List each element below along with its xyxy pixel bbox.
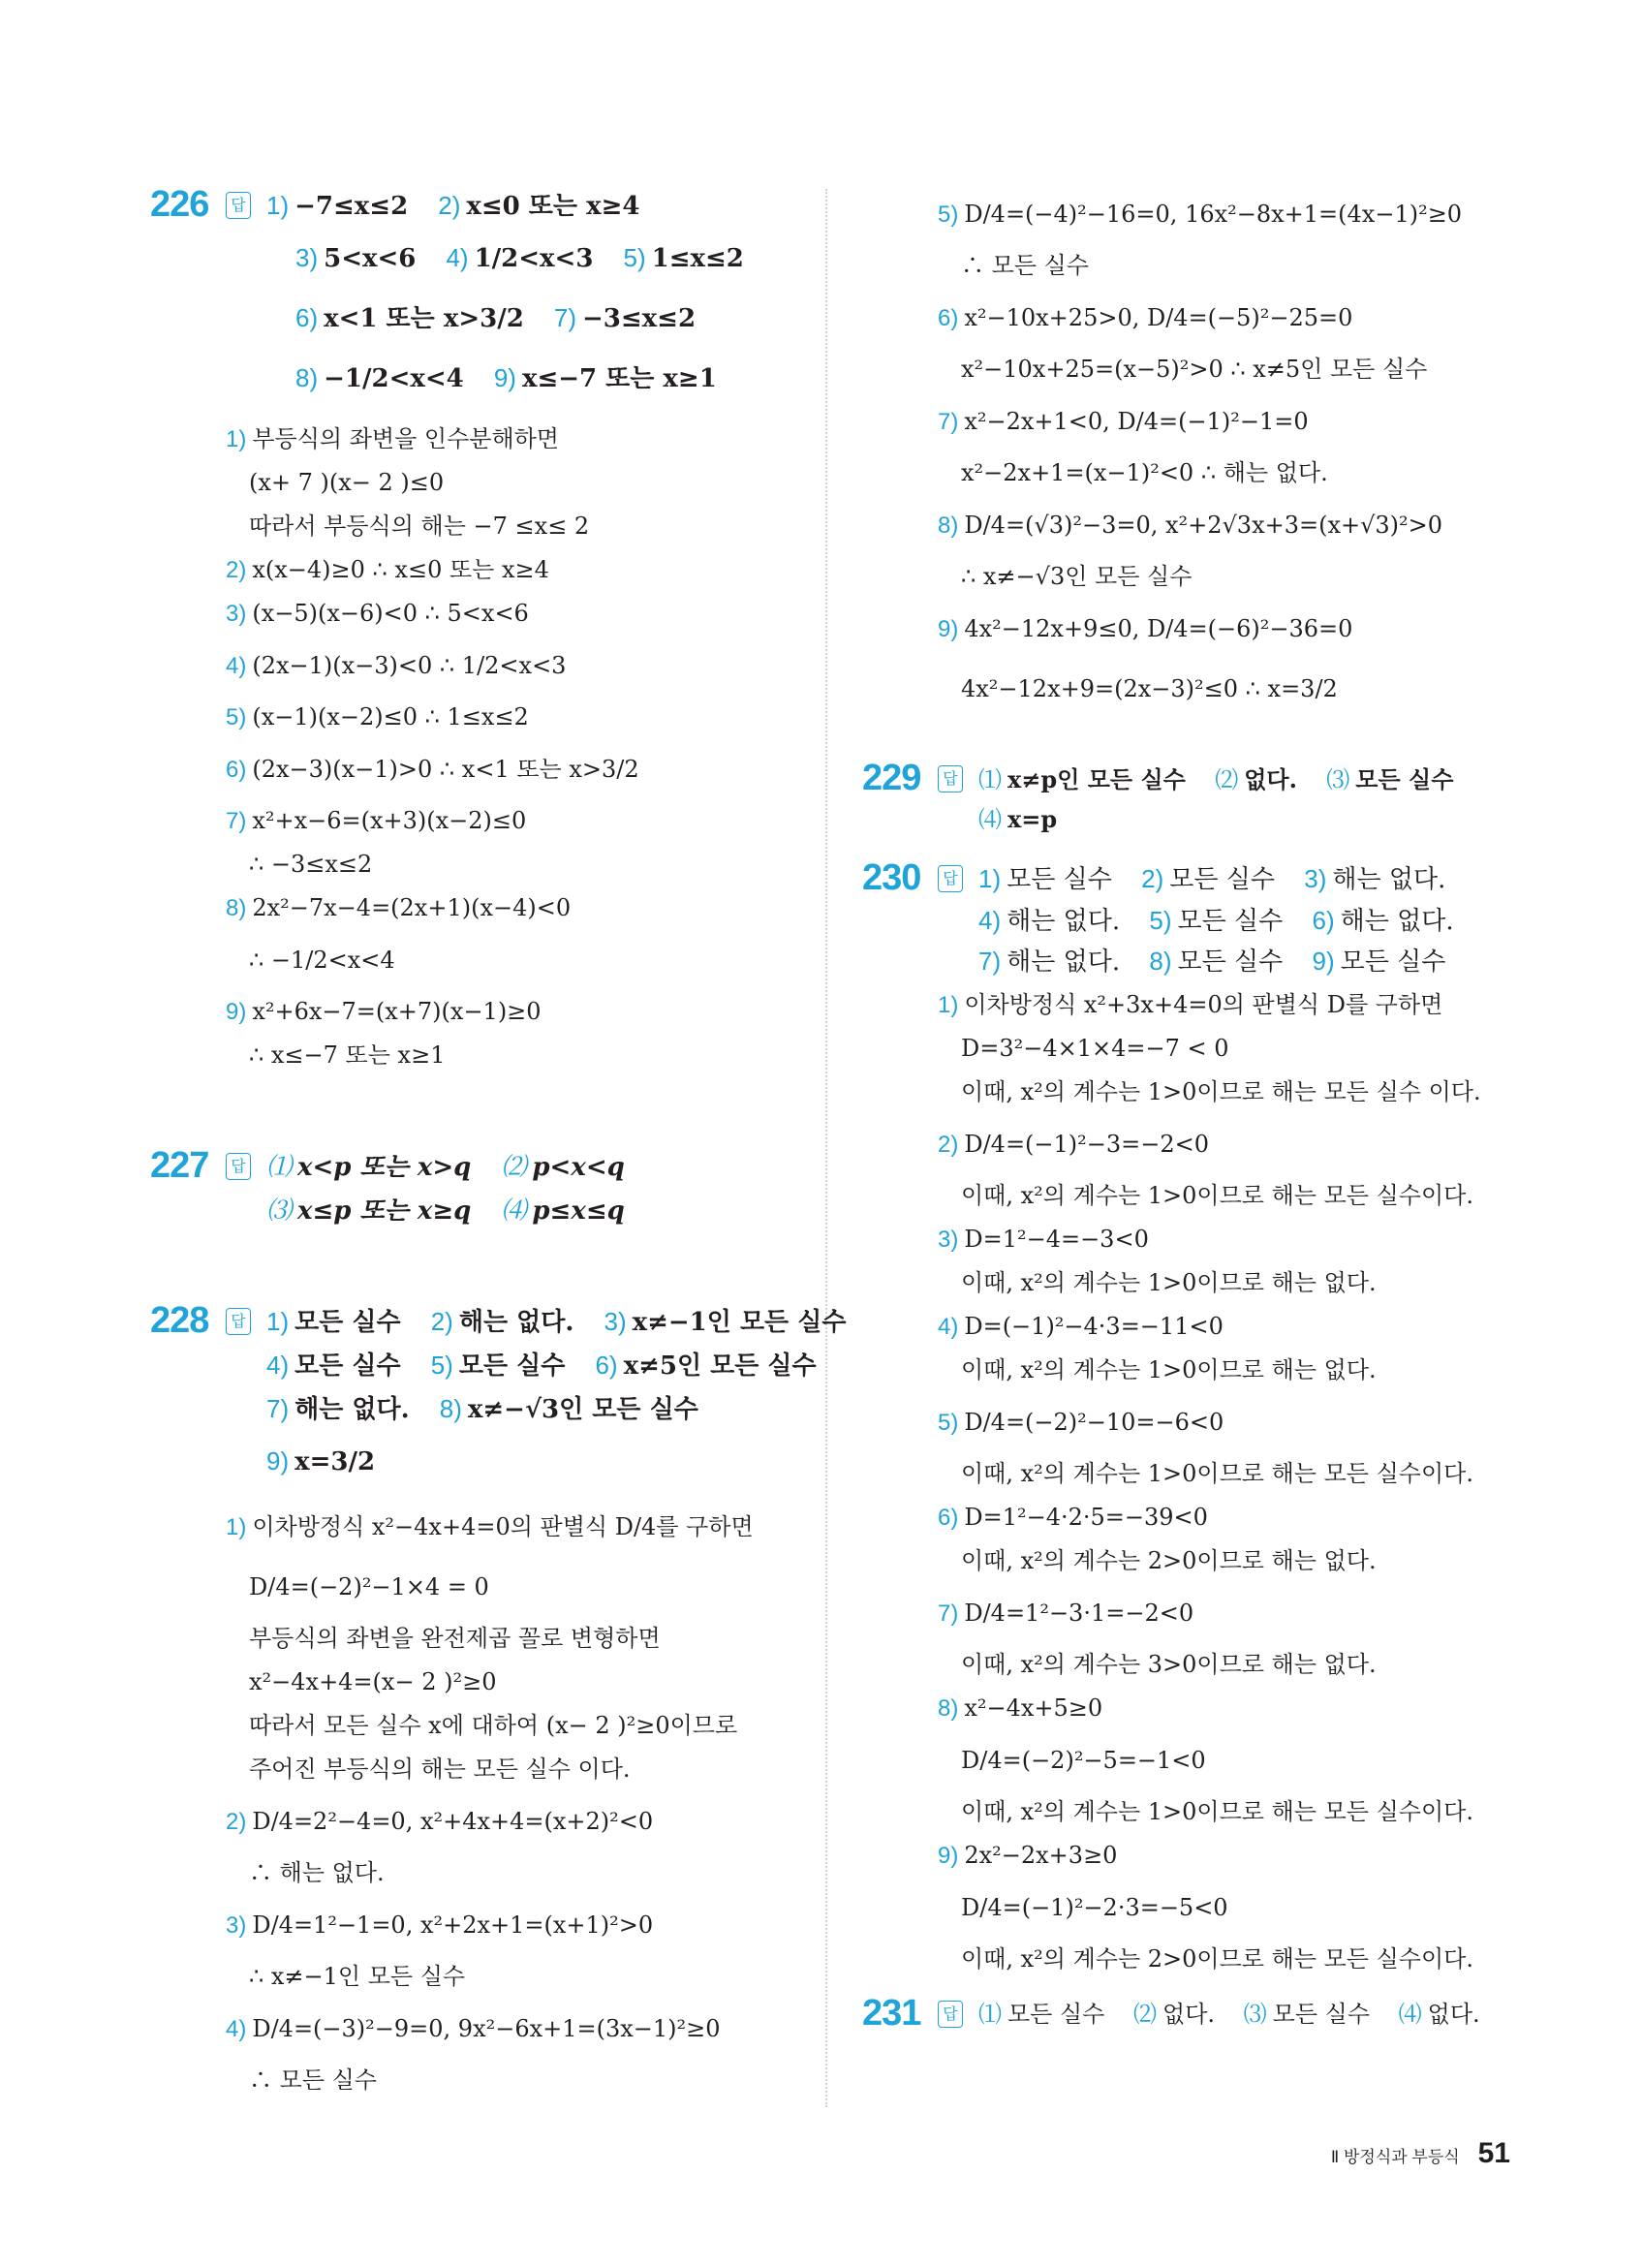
answer-item: 6) x≠5인 모든 실수	[595, 1351, 817, 1381]
answer-item: 7) 해는 없다.	[266, 1394, 410, 1424]
item-label: 3)	[226, 601, 247, 627]
answer-row	[266, 288, 925, 348]
solution-line: 3) D=1²−4=−3<0	[938, 1226, 1149, 1253]
item-label: 1)	[266, 1307, 290, 1336]
answer-item: 5) 1≤x≤2	[623, 243, 744, 273]
solution-line: 8) D/4=(√3)²−3=0, x²+2√3x+3=(x+√3)²>0	[938, 512, 1443, 539]
answer-item: 3) x≠−1인 모든 실수	[604, 1307, 847, 1337]
answer-item: ⑵ 없다.	[1215, 765, 1297, 793]
item-label: 6)	[1312, 906, 1335, 935]
answer-row	[978, 1993, 1637, 2036]
item-label: 5)	[938, 1410, 959, 1436]
answer-item: 1) 모든 실수	[266, 1307, 401, 1337]
solution-line: ∴ 모든 실수	[961, 252, 1089, 279]
solution-line: 6) x²−10x+25>0, D/4=(−5)²−25=0	[938, 304, 1353, 331]
item-label: 9)	[1312, 947, 1335, 976]
solution-line: 8) 2x²−7x−4=(2x+1)(x−4)<0	[226, 894, 572, 921]
solution-line: 주어진 부등식의 해는 모든 실수 이다.	[249, 1755, 631, 1783]
answer-row	[266, 228, 925, 288]
problem-228	[150, 1300, 847, 2102]
solution-block	[938, 983, 1596, 1981]
item-label: 4)	[938, 1314, 959, 1340]
answer-badge: 답	[226, 192, 251, 219]
solution-line: 2) x(x−4)≥0 ∴ x≤0 또는 x≥4	[226, 556, 549, 583]
item-label: ⑶	[266, 1196, 293, 1225]
solution-line: ∴ −3≤x≤2	[249, 851, 373, 878]
item-label: 3)	[295, 243, 319, 272]
item-label: 5)	[430, 1351, 453, 1380]
answer-item: 5) 모든 실수	[1149, 906, 1284, 936]
solution-line: x²−4x+4=(x− 2 )²≥0	[249, 1668, 497, 1695]
problem-231	[862, 1993, 1521, 2036]
problem-229	[862, 758, 1521, 838]
item-label: 1)	[978, 864, 1002, 893]
answer-row	[978, 901, 1637, 940]
answer-item: 8) 모든 실수	[1149, 947, 1284, 977]
answer-row	[266, 1300, 925, 1344]
item-label: 5)	[623, 243, 646, 272]
answer-row	[266, 1387, 925, 1431]
solution-line: 5) D/4=(−4)²−16=0, 16x²−8x+1=(4x−1)²≥0	[938, 201, 1463, 228]
item-label: 9)	[266, 1446, 290, 1476]
item-label: 7)	[553, 303, 576, 332]
page-number: 51	[1477, 2137, 1510, 2169]
item-label: 8)	[439, 1394, 462, 1423]
item-label: ⑷	[1398, 2002, 1422, 2028]
answer-item: ⑷ 없다.	[1398, 2001, 1480, 2028]
solution-block	[226, 418, 884, 1077]
answer-item: ⑶ 모든 실수	[1326, 765, 1454, 793]
item-label: 4)	[226, 2016, 247, 2042]
answer-item: 6) 해는 없다.	[1312, 906, 1454, 936]
item-label: ⑵	[1215, 767, 1239, 793]
answer-item: ⑵ p<x<q	[501, 1152, 625, 1182]
problem-number: 226	[150, 184, 209, 225]
right-column	[862, 184, 1521, 2036]
answer-badge: 답	[938, 865, 963, 892]
answer-item: ⑴ x≠p인 모든 실수	[978, 765, 1186, 793]
item-label: 6)	[938, 1505, 959, 1531]
solution-line: 4) D=(−1)²−4·3=−11<0	[938, 1313, 1224, 1340]
item-label: ⑷	[501, 1196, 527, 1225]
answer-row	[978, 801, 1637, 838]
item-label: 3)	[604, 1307, 627, 1336]
problem-number: 229	[862, 758, 921, 798]
item-label: 3)	[938, 1227, 959, 1253]
solution-line: 이때, x²의 계수는 2>0이므로 해는 없다.	[961, 1547, 1377, 1574]
solution-line: 7) x²−2x+1<0, D/4=(−1)²−1=0	[938, 408, 1309, 435]
item-label: ⑴	[978, 2002, 1002, 2028]
solution-line: 9) 2x²−2x+3≥0	[938, 1842, 1118, 1869]
answer-row	[266, 348, 925, 408]
solution-block	[226, 1497, 884, 2102]
answer-item: 3) 해는 없다.	[1304, 864, 1446, 894]
chapter-title: Ⅱ 방정식과 부등식	[1330, 2148, 1460, 2166]
problem-number: 228	[150, 1300, 209, 1341]
answer-badge: 답	[938, 765, 963, 792]
solution-line: 따라서 모든 실수 x에 대하여 (x− 2 )²≥0이므로	[249, 1712, 738, 1739]
solution-line: ∴ 모든 실수	[249, 2066, 377, 2094]
solution-line: 7) x²+x−6=(x+3)(x−2)≤0	[226, 807, 527, 834]
answer-row	[266, 1431, 925, 1491]
item-label: 6)	[938, 305, 959, 331]
item-label: ⑴	[266, 1152, 293, 1181]
answer-row	[266, 184, 925, 228]
item-label: 3)	[1304, 864, 1327, 893]
solution-line: 이때, x²의 계수는 1>0이므로 해는 모든 실수이다.	[961, 1460, 1473, 1487]
item-label: 2)	[226, 1809, 247, 1835]
answer-item: ⑶ x≤p 또는 x≥q	[266, 1196, 472, 1226]
solution-line: 1) 이차방정식 x²−4x+4=0의 판별식 D/4를 구하면	[226, 1513, 754, 1540]
item-label: ⑷	[978, 807, 1002, 833]
solution-line: 5) D/4=(−2)²−10=−6<0	[938, 1409, 1224, 1436]
answer-row	[266, 1189, 925, 1232]
item-label: ⑶	[1243, 2002, 1267, 2028]
problem-number: 230	[862, 857, 921, 898]
answer-item: ⑴ 모든 실수	[978, 2001, 1105, 2028]
solution-line: 9) 4x²−12x+9≤0, D/4=(−6)²−36=0	[938, 615, 1353, 642]
item-label: 8)	[938, 1695, 959, 1722]
solution-line: ∴ −1/2<x<4	[249, 947, 395, 974]
answer-row	[978, 857, 1637, 901]
answer-item: 8) −1/2<x<4	[295, 363, 464, 393]
solution-line: 4x²−12x+9=(2x−3)²≤0 ∴ x=3/2	[961, 675, 1338, 702]
solution-line: 3) D/4=1²−1=0, x²+2x+1=(x+1)²>0	[226, 1911, 654, 1939]
solution-line: ∴ x≠−√3인 모든 실수	[961, 563, 1193, 590]
item-label: 6)	[595, 1351, 618, 1380]
solution-line: 6) (2x−3)(x−1)>0 ∴ x<1 또는 x>3/2	[226, 756, 639, 783]
answer-item: ⑷ p≤x≤q	[501, 1196, 625, 1226]
item-label: 7)	[226, 808, 247, 834]
item-label: 8)	[226, 895, 247, 921]
item-label: 2)	[1141, 864, 1164, 893]
answer-item: 8) x≠−√3인 모든 실수	[439, 1394, 698, 1424]
item-label: 9)	[493, 363, 516, 392]
problem-230	[862, 857, 1521, 1981]
solution-line: 5) (x−1)(x−2)≤0 ∴ 1≤x≤2	[226, 703, 529, 730]
problem-number: 231	[862, 1993, 921, 2034]
solution-line: 이때, x²의 계수는 1>0이므로 해는 없다.	[961, 1269, 1377, 1296]
solution-line: D/4=(−2)²−1×4 = 0	[249, 1573, 489, 1600]
answer-badge: 답	[938, 2001, 963, 2028]
problem-226	[150, 184, 809, 1077]
item-label: ⑵	[1133, 2002, 1158, 2028]
solution-line: (x+ 7 )(x− 2 )≤0	[249, 469, 445, 496]
solution-line: 이때, x²의 계수는 1>0이므로 해는 없다.	[961, 1356, 1377, 1383]
solution-line: 7) D/4=1²−3·1=−2<0	[938, 1600, 1194, 1627]
answer-row	[266, 1145, 925, 1189]
item-label: 6)	[226, 757, 247, 783]
answer-badge: 답	[226, 1308, 251, 1335]
item-label: 4)	[266, 1351, 290, 1380]
solution-line: 1) 부등식의 좌변을 인수분해하면	[226, 425, 559, 452]
item-label: 9)	[938, 1843, 959, 1869]
item-label: 5)	[226, 704, 247, 730]
item-label: 7)	[938, 1600, 959, 1627]
answer-item: ⑵ 없다.	[1133, 2001, 1216, 2028]
solution-line: 따라서 부등식의 해는 −7 ≤x≤ 2	[249, 513, 590, 540]
item-label: 9)	[226, 999, 247, 1025]
solution-line: 3) (x−5)(x−6)<0 ∴ 5<x<6	[226, 600, 529, 627]
answer-item: 4) 모든 실수	[266, 1351, 401, 1381]
item-label: 4)	[446, 243, 469, 272]
answer-item: 1) −7≤x≤2	[266, 191, 409, 221]
item-label: 3)	[226, 1912, 247, 1939]
item-label: 1)	[226, 1514, 247, 1540]
left-column	[150, 184, 847, 2102]
answer-item: 2) 모든 실수	[1141, 864, 1275, 894]
answer-row	[266, 1344, 925, 1387]
problem-227	[150, 1145, 809, 1232]
item-label: 2)	[938, 1132, 959, 1158]
solution-line: D/4=(−2)²−5=−1<0	[961, 1747, 1206, 1774]
solution-line: 1) 이차방정식 x²+3x+4=0의 판별식 D를 구하면	[938, 991, 1443, 1018]
item-label: ⑴	[978, 767, 1002, 793]
page-footer	[1331, 2137, 1510, 2170]
answer-item: ⑴ x<p 또는 x>q	[266, 1152, 472, 1182]
answer-item: ⑷ x=p	[978, 805, 1058, 833]
answer-item: 7) 해는 없다.	[978, 947, 1121, 977]
answer-row	[978, 758, 1637, 801]
answer-item: 5) 모든 실수	[430, 1351, 566, 1381]
answer-item: 4) 해는 없다.	[978, 906, 1121, 936]
answer-item: 9) 모든 실수	[1312, 947, 1446, 977]
answer-item: 2) 해는 없다.	[430, 1307, 574, 1337]
solution-line: D/4=(−1)²−2·3=−5<0	[961, 1894, 1228, 1921]
solution-line: x²−2x+1=(x−1)²<0 ∴ 해는 없다.	[961, 459, 1328, 486]
item-label: 7)	[266, 1394, 290, 1423]
solution-line: 2) D/4=2²−4=0, x²+4x+4=(x+2)²<0	[226, 1808, 654, 1835]
solution-block-continued	[938, 184, 1596, 719]
item-label: 8)	[938, 513, 959, 539]
solution-line: ∴ 해는 없다.	[249, 1859, 385, 1886]
item-label: 2)	[438, 191, 461, 220]
answer-item: 4) 1/2<x<3	[446, 243, 594, 273]
answer-item: 2) x≤0 또는 x≥4	[438, 191, 640, 221]
answer-item: 3) 5<x<6	[295, 243, 417, 273]
item-label: 1)	[938, 992, 959, 1018]
solution-line: 2) D/4=(−1)²−3=−2<0	[938, 1131, 1210, 1158]
solution-line: ∴ x≤−7 또는 x≥1	[249, 1041, 446, 1069]
item-label: 5)	[938, 202, 959, 228]
problem-number: 227	[150, 1145, 209, 1186]
solution-line: 4) (2x−1)(x−3)<0 ∴ 1/2<x<3	[226, 652, 567, 679]
answer-item: ⑶ 모든 실수	[1243, 2001, 1371, 2028]
solution-line: 부등식의 좌변을 완전제곱 꼴로 변형하면	[249, 1625, 661, 1652]
solution-line: 이때, x²의 계수는 2>0이므로 해는 모든 실수이다.	[961, 1945, 1473, 1973]
solution-line: 4) D/4=(−3)²−9=0, 9x²−6x+1=(3x−1)²≥0	[226, 2015, 721, 2042]
solution-line: 9) x²+6x−7=(x+7)(x−1)≥0	[226, 998, 542, 1025]
answer-badge: 답	[226, 1153, 251, 1180]
item-label: 7)	[978, 947, 1002, 976]
item-label: 7)	[938, 409, 959, 435]
answer-row	[978, 940, 1637, 983]
solution-line: 8) x²−4x+5≥0	[938, 1694, 1103, 1722]
item-label: 8)	[1149, 947, 1172, 976]
answer-item: 1) 모든 실수	[978, 864, 1112, 894]
solution-line: 6) D=1²−4·2·5=−39<0	[938, 1504, 1208, 1531]
item-label: 9)	[938, 616, 959, 642]
item-label: 5)	[1149, 906, 1172, 935]
item-label: 2)	[226, 557, 247, 583]
solution-line: 이때, x²의 계수는 1>0이므로 해는 모든 실수이다.	[961, 1182, 1473, 1209]
solution-line: 이때, x²의 계수는 1>0이므로 해는 모든 실수 이다.	[961, 1078, 1481, 1105]
item-label: 6)	[295, 303, 319, 332]
solution-line: ∴ x≠−1인 모든 실수	[249, 1963, 466, 1990]
answer-item: 9) x≤−7 또는 x≥1	[493, 363, 717, 393]
item-label: 2)	[430, 1307, 453, 1336]
item-label: 1)	[266, 191, 290, 220]
item-label: 4)	[226, 653, 247, 679]
item-label: ⑵	[501, 1152, 527, 1181]
solution-line: D=3²−4×1×4=−7 < 0	[961, 1035, 1229, 1062]
solution-line: x²−10x+25=(x−5)²>0 ∴ x≠5인 모든 실수	[961, 356, 1428, 383]
item-label: 1)	[226, 426, 247, 452]
item-label: 4)	[978, 906, 1002, 935]
item-label: 8)	[295, 363, 319, 392]
item-label: ⑶	[1326, 767, 1350, 793]
answer-item: 7) −3≤x≤2	[553, 303, 697, 333]
answer-item: 6) x<1 또는 x>3/2	[295, 303, 524, 333]
answer-item: 9) x=3/2	[266, 1446, 376, 1476]
solution-line: 이때, x²의 계수는 1>0이므로 해는 모든 실수이다.	[961, 1798, 1473, 1825]
solution-line: 이때, x²의 계수는 3>0이므로 해는 없다.	[961, 1651, 1377, 1678]
